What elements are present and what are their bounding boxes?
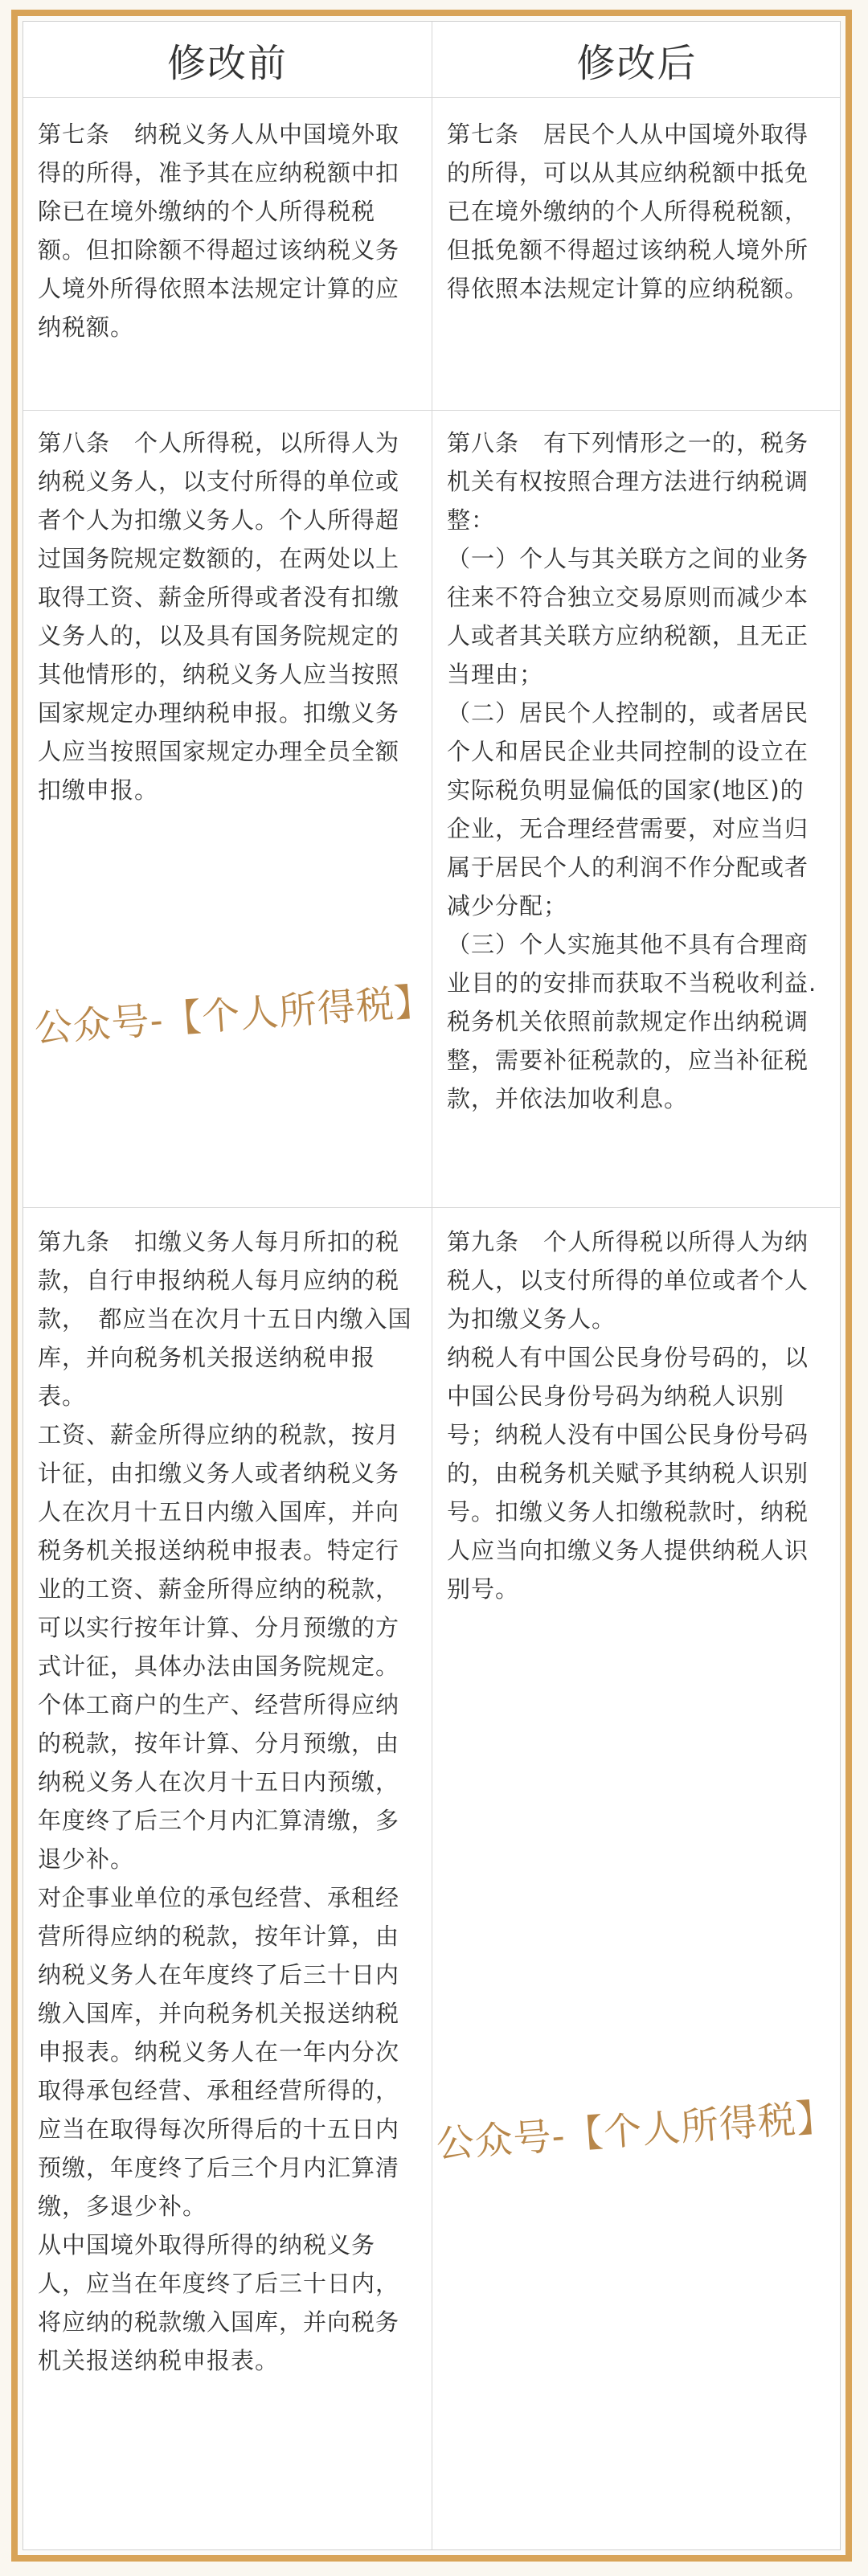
row2-after-line-3: （二）居民个人控制的，或者居民个人和居民企业共同控制的设立在实际税负明显偏低的国家(地区)的企业，无合理经营需要，对应当归属于居民个人的利润不作分配或者减少分配； [447,699,809,919]
row1-before-cell [23,115,432,392]
document-frame [11,10,852,2562]
row2-after-cell [432,424,841,1191]
header-before: 修改前 [166,40,288,86]
row2-after-line-1: 第八条 有下列情形之一的，税务机关有权按照合理方法进行纳税调整： [447,429,809,534]
comparison-table [23,21,841,2550]
row2-after-line-2: （一）个人与其关联方之间的业务往来不符合独立交易原则而减少本人或者其关联方应纳税额，且无正当理由； [447,545,809,688]
row3-after-line-1: 第九条 个人所得税以所得人为纳税人，以支付所得的单位或者个人为扣缴义务人。 [447,1228,809,1333]
row3-after-cell [432,1222,841,2537]
row3-before-line-1: 第九条 扣缴义务人每月所扣的税款，自行申报纳税人每月应纳的税款， 都应当在次月十五日内缴入国库，并向税务机关报送纳税申报表。 [38,1228,412,1410]
row3-before-line-3: 个体工商户的生产、经营所得应纳的税款，按年计算、分月预缴，由纳税义务人在次月十五日内预缴，年度终了后三个月内汇算清缴，多退少补。 [38,1691,400,1873]
row3-before-line-4: 对企事业单位的承包经营、承租经营所得应纳的税款，按年计算，由纳税义务人在年度终了后三十日内缴入国库，并向税务机关报送纳税申报表。纳税义务人在一年内分次取得承包经营、承租经营所得的，应当在取得每次所得后的十五日内预缴，年度终了后三个月内汇算清缴，多退少补。 [38,1884,400,2220]
watermark-left: 公众号-【个人所得税】 [33,979,435,1052]
header-divider [23,97,840,98]
row-divider-2 [23,1207,840,1208]
row1-before-text: 第七条 纳税义务人从中国境外取得的所得，准予其在应纳税额中扣除已在境外缴纳的个人所得税税额。但扣除额不得超过该纳税义务人境外所得依照本法规定计算的应纳税额。 [38,121,400,341]
row2-before-text: 第八条 个人所得税，以所得人为纳税义务人，以支付所得的单位或者个人为扣缴义务人。个人所得超过国务院规定数额的，在两处以上取得工资、薪金所得或者没有扣缴义务人的，以及具有国务院规定的其他情形的，纳税义务人应当按照国家规定办理纳税申报。扣缴义务人应当按照国家规定办理全员全额扣缴申报。 [38,429,400,804]
row1-after-text: 第七条 居民个人从中国境外取得的所得，可以从其应纳税额中抵免已在境外缴纳的个人所得税税额，但抵免额不得超过该纳税人境外所得依照本法规定计算的应纳税额。 [447,121,809,302]
row3-before-line-2: 工资、薪金所得应纳的税款，按月计征，由扣缴义务人或者纳税义务人在次月十五日内缴入国库，并向税务机关报送纳税申报表。特定行业的工资、薪金所得应纳的税款，可以实行按年计算、分月预缴的方式计征，具体办法由国务院规定。 [38,1421,400,1680]
row2-before-cell [23,424,435,1191]
row2-after-line-5: 税务机关依照前款规定作出纳税调整，需要补征税款的，应当补征税款，并依法加收利息。 [447,1008,809,1112]
watermark-right: 公众号-【个人所得税】 [435,2095,837,2168]
row3-before-line-5: 从中国境外取得所得的纳税义务人，应当在年度终了后三十日内，将应纳的税款缴入国库，并向税务机关报送纳税申报表。 [38,2231,400,2374]
header-after: 修改后 [576,40,698,86]
row2-after-line-4: （三）个人实施其他不具有合理商业目的的安排而获取不当税收利益. [447,931,817,997]
row-divider-1 [23,410,840,411]
row3-before-cell [23,1222,432,2537]
row3-after-line-2: 纳税人有中国公民身份号码的，以中国公民身份号码为纳税人识别号；纳税人没有中国公民身份号码的，由税务机关赋予其纳税人识别号。扣缴义务人扣缴税款时，纳税人应当向扣缴义务人提供纳税人识别号。 [447,1344,809,1603]
row1-after-cell [432,115,841,392]
